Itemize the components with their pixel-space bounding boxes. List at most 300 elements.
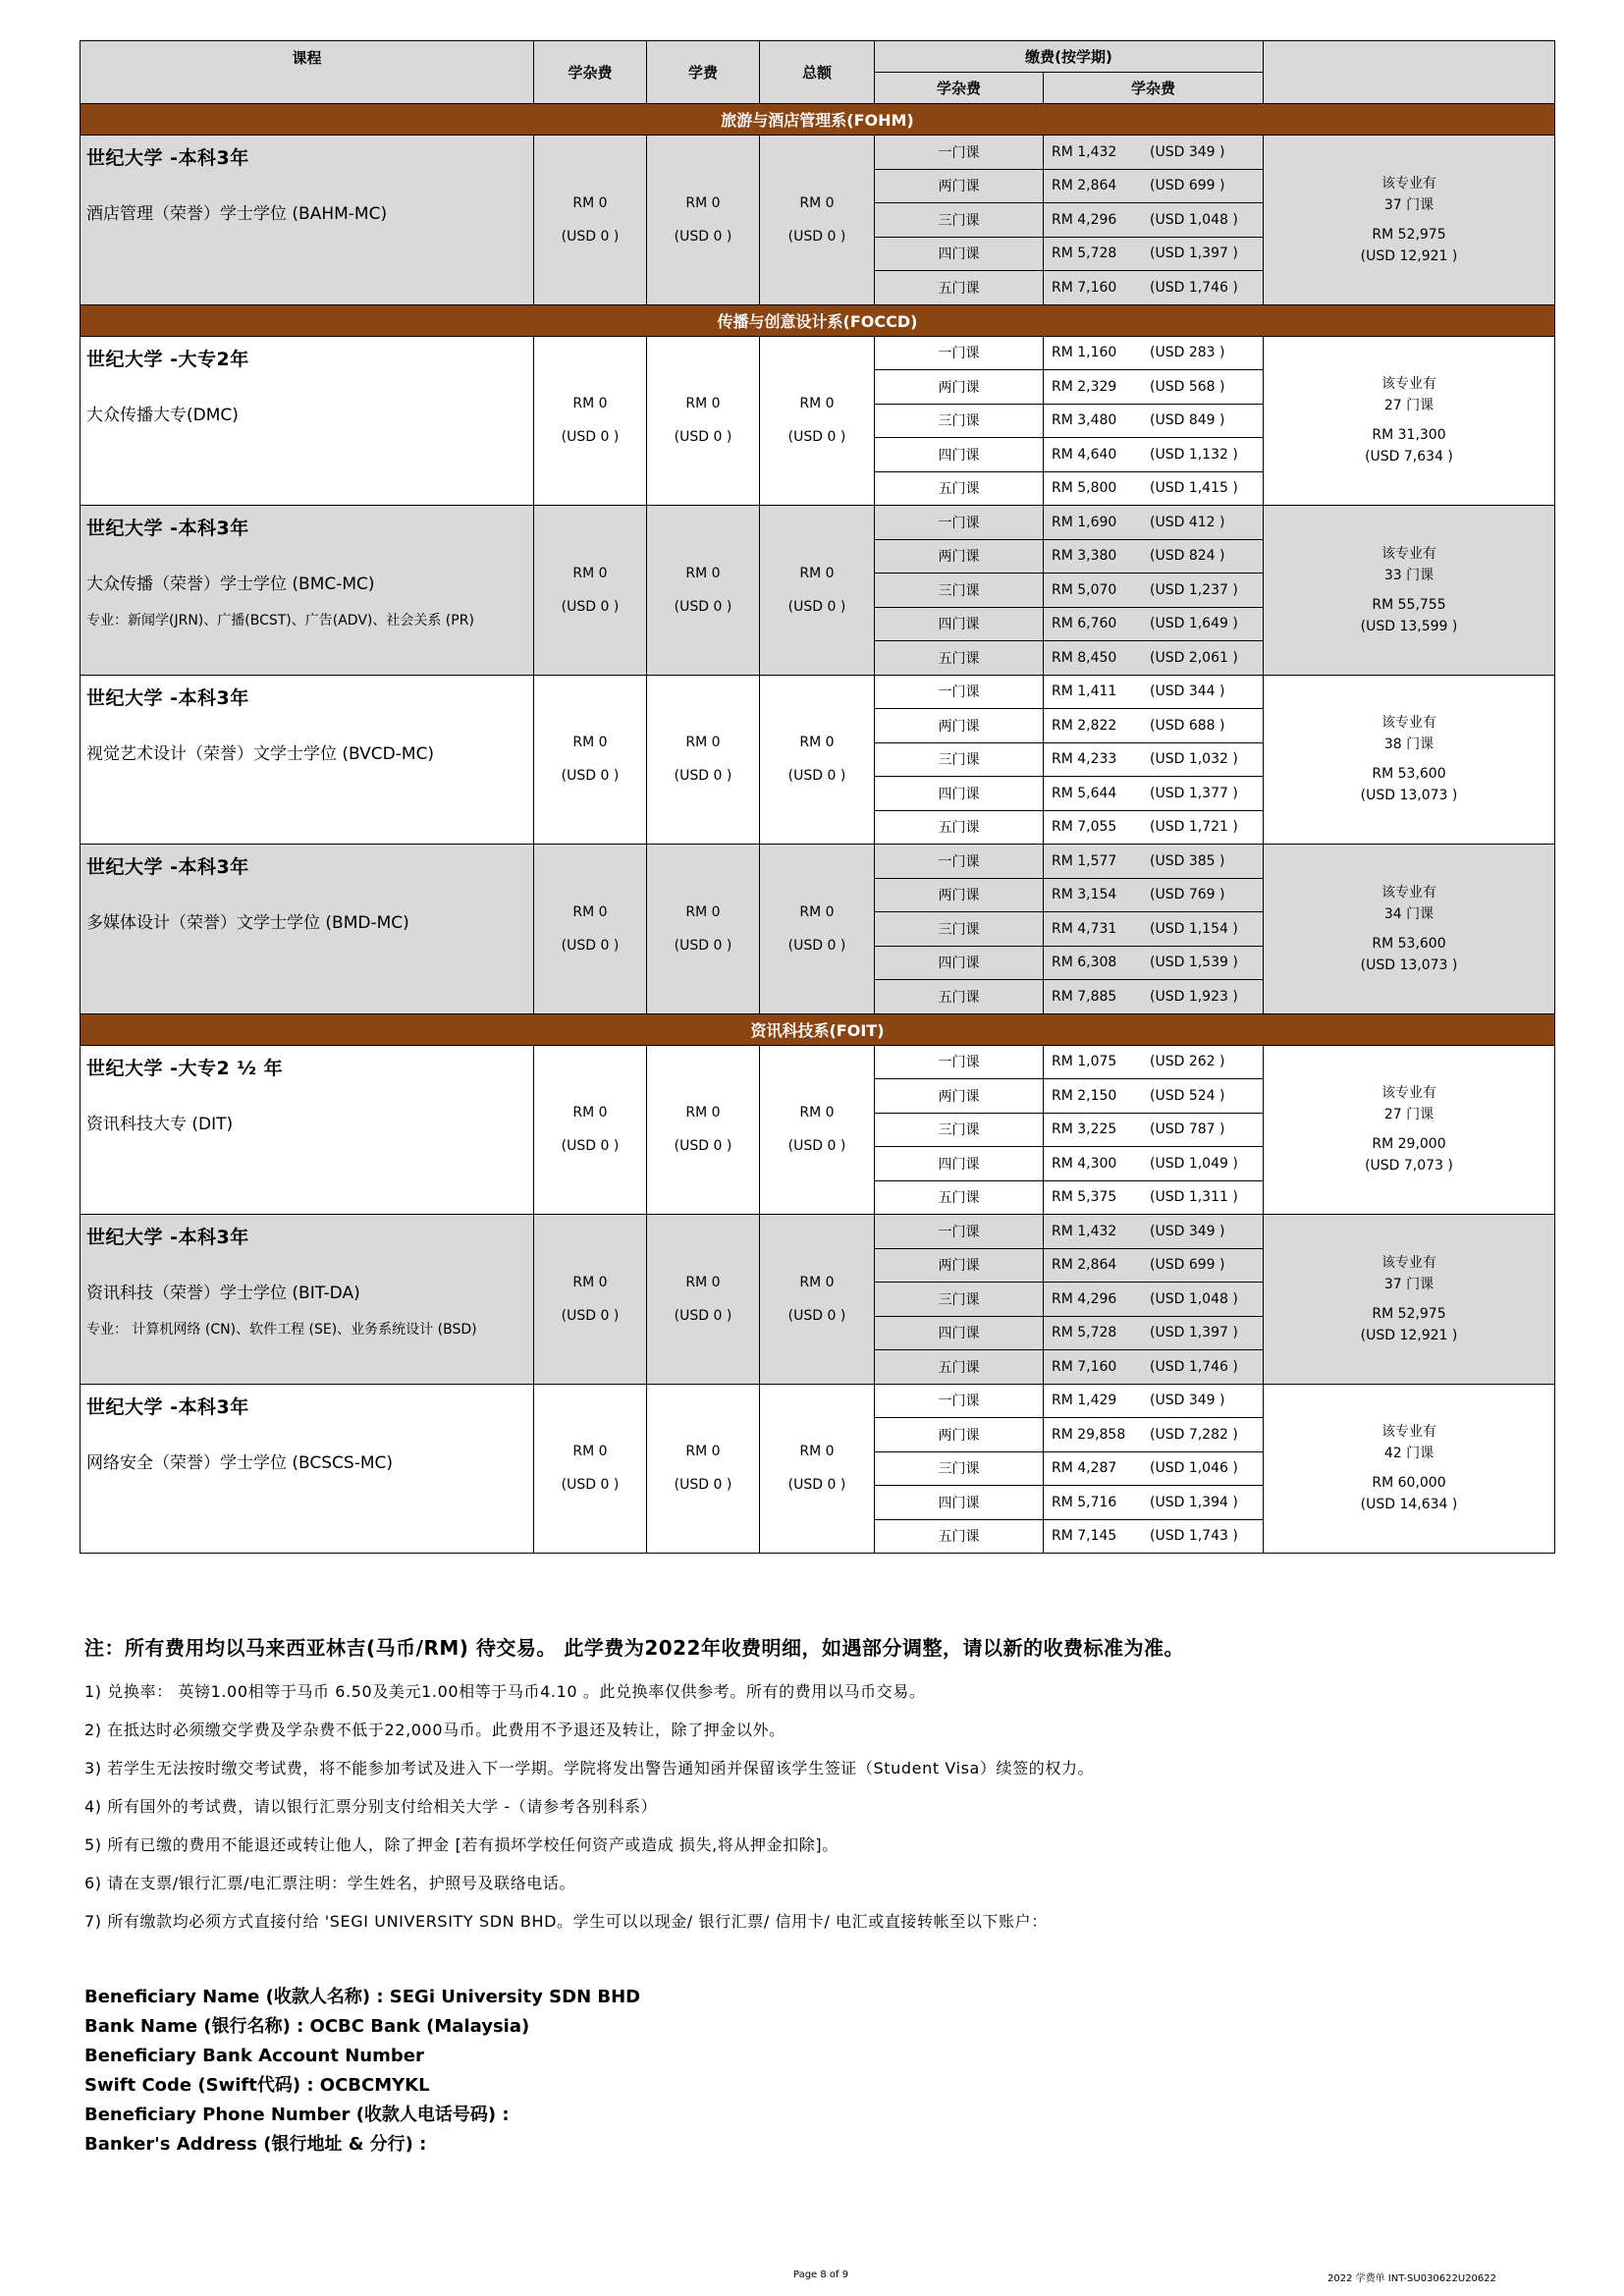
total-fee-usd: (USD 0 )	[787, 768, 846, 785]
total-fee-cell	[760, 506, 875, 676]
course-count-label: 两门课	[875, 878, 1044, 912]
semester-fee-cell	[1044, 370, 1264, 405]
course-count-label: 一门课	[875, 1384, 1044, 1418]
tuition-fee-rm: RM 0	[685, 194, 721, 211]
semester-fee-rm: RM 29,858	[1052, 1426, 1126, 1443]
notes-section	[84, 1632, 1557, 1941]
semester-fee-rm: RM 1,411	[1052, 683, 1117, 700]
semester-fee-cell	[1044, 1283, 1264, 1317]
header-tuition-fee: 学费	[647, 41, 760, 104]
course-count-label: 四门课	[875, 777, 1044, 811]
course-count-label: 三门课	[875, 1113, 1044, 1147]
university-label: 世纪大学 -大专2 ½ 年	[86, 1057, 284, 1079]
university-label: 世纪大学 -本科3年	[86, 1227, 249, 1248]
semester-fee-usd: (USD 7,282 )	[1150, 1426, 1238, 1443]
course-count-label: 三门课	[875, 404, 1044, 438]
semester-fee-rm: RM 4,296	[1052, 211, 1117, 228]
misc-fee-usd: (USD 0 )	[561, 1138, 620, 1155]
semester-fee-rm: RM 8,450	[1052, 649, 1117, 666]
misc-fee-usd: (USD 0 )	[561, 1307, 620, 1324]
fee-table	[80, 40, 1555, 1554]
course-count-label: 三门课	[875, 742, 1044, 777]
semester-fee-rm: RM 6,760	[1052, 616, 1117, 632]
total-course-count: 37 门课	[1383, 1276, 1435, 1292]
footer-document-code: 2022 学费单 INT-SU030622U20622	[1327, 2273, 1497, 2284]
total-course-count: 38 门课	[1383, 737, 1435, 753]
total-usd: (USD 12,921 )	[1360, 247, 1458, 264]
program-total-cell	[1264, 845, 1555, 1014]
total-fee-cell	[760, 675, 875, 845]
bank-phone-number: Beneficiary Phone Number (收款人电话号码) :	[84, 2105, 510, 2125]
misc-fee-usd: (USD 0 )	[561, 1477, 620, 1494]
course-count-label: 两门课	[875, 370, 1044, 405]
semester-fee-usd: (USD 787 )	[1150, 1121, 1225, 1138]
total-fee-rm: RM 0	[799, 735, 835, 751]
semester-fee-usd: (USD 824 )	[1150, 548, 1225, 565]
misc-fee-cell	[534, 506, 647, 676]
total-fee-usd: (USD 0 )	[787, 937, 846, 954]
course-count-label: 三门课	[875, 912, 1044, 947]
misc-fee-rm: RM 0	[572, 1444, 608, 1460]
total-fee-rm: RM 0	[799, 194, 835, 211]
misc-fee-cell	[534, 1384, 647, 1554]
semester-fee-cell	[1044, 169, 1264, 203]
note-item: 6) 请在支票/银行汇票/电汇票注明：学生姓名，护照号及联络电话。	[84, 1874, 576, 1892]
program-total-cell	[1264, 1045, 1555, 1215]
course-count-label: 两门课	[875, 1248, 1044, 1283]
semester-fee-cell	[1044, 1147, 1264, 1181]
total-prefix: 该专业有	[1381, 545, 1436, 562]
note-item: 2) 在抵达时必须缴交学费及学杂费不低于22,000马币。此费用不予退还及转让，除了押金以外。	[84, 1721, 785, 1739]
total-fee-usd: (USD 0 )	[787, 1477, 846, 1494]
course-count-label: 四门课	[875, 1147, 1044, 1181]
course-count-label: 两门课	[875, 169, 1044, 203]
semester-fee-usd: (USD 1,923 )	[1150, 988, 1238, 1005]
semester-fee-usd: (USD 1,048 )	[1150, 211, 1238, 228]
misc-fee-usd: (USD 0 )	[561, 429, 620, 446]
program-row	[81, 1045, 1555, 1079]
bank-details	[84, 1983, 1066, 2159]
semester-fee-rm: RM 1,429	[1052, 1393, 1117, 1409]
semester-fee-rm: RM 7,160	[1052, 1358, 1117, 1375]
course-count-label: 一门课	[875, 675, 1044, 709]
semester-fee-rm: RM 3,225	[1052, 1121, 1117, 1138]
semester-fee-rm: RM 7,145	[1052, 1528, 1117, 1545]
semester-fee-usd: (USD 769 )	[1150, 887, 1225, 903]
semester-fee-cell	[1044, 980, 1264, 1014]
total-prefix: 该专业有	[1381, 1254, 1436, 1271]
semester-fee-usd: (USD 849 )	[1150, 412, 1225, 429]
semester-fee-usd: (USD 412 )	[1150, 514, 1225, 530]
tuition-fee-usd: (USD 0 )	[674, 1307, 732, 1324]
total-course-count: 42 门课	[1383, 1446, 1435, 1462]
course-count-label: 四门课	[875, 607, 1044, 641]
total-fee-usd: (USD 0 )	[787, 228, 846, 245]
note-item: 3) 若学生无法按时缴交考试费，将不能参加考试及进入下一学期。学院将发出警告通知函并保留该学生签证（Student Visa）续签的权力。	[84, 1759, 1095, 1777]
semester-fee-cell	[1044, 641, 1264, 676]
course-count-label: 五门课	[875, 1180, 1044, 1215]
course-count-label: 五门课	[875, 1350, 1044, 1385]
semester-fee-rm: RM 3,154	[1052, 887, 1117, 903]
program-name: 视觉艺术设计（荣誉）文学士学位 (BVCD-MC)	[86, 743, 435, 764]
total-rm: RM 53,600	[1372, 766, 1446, 783]
semester-fee-usd: (USD 1,132 )	[1150, 446, 1238, 463]
total-fee-usd: (USD 0 )	[787, 1138, 846, 1155]
department-header: 传播与创意设计系(FOCCD)	[81, 304, 1555, 336]
course-count-label: 五门课	[875, 641, 1044, 676]
semester-fee-cell	[1044, 1418, 1264, 1452]
semester-fee-usd: (USD 1,311 )	[1150, 1189, 1238, 1206]
semester-fee-usd: (USD 262 )	[1150, 1054, 1225, 1070]
tuition-fee-rm: RM 0	[685, 903, 721, 920]
semester-fee-cell	[1044, 742, 1264, 777]
header-blank	[1264, 41, 1555, 104]
bank-beneficiary-name: Beneficiary Name (收款人名称) : SEGi University SDN BHD	[84, 1987, 641, 2007]
semester-fee-rm: RM 4,640	[1052, 446, 1117, 463]
semester-fee-usd: (USD 1,746 )	[1150, 279, 1238, 296]
total-usd: (USD 13,073 )	[1360, 957, 1458, 973]
university-label: 世纪大学 -本科3年	[86, 147, 249, 169]
semester-fee-rm: RM 7,885	[1052, 988, 1117, 1005]
total-usd: (USD 7,073 )	[1365, 1158, 1453, 1175]
notes-heading: 注：所有费用均以马来西亚林吉(马币/RM) 待交易。 此学费为2022年收费明细，如遇部分调整，请以新的收费标准为准。	[84, 1636, 1184, 1660]
semester-fee-cell	[1044, 471, 1264, 506]
semester-fee-cell	[1044, 912, 1264, 947]
tuition-fee-cell	[647, 336, 760, 506]
course-count-label: 五门课	[875, 980, 1044, 1014]
semester-fee-cell	[1044, 709, 1264, 743]
misc-fee-cell	[534, 136, 647, 305]
semester-fee-rm: RM 1,075	[1052, 1054, 1117, 1070]
semester-fee-usd: (USD 699 )	[1150, 178, 1225, 194]
tuition-fee-rm: RM 0	[685, 1274, 721, 1290]
course-count-label: 四门课	[875, 946, 1044, 980]
total-course-count: 27 门课	[1383, 398, 1435, 414]
semester-fee-cell	[1044, 237, 1264, 271]
semester-fee-rm: RM 5,716	[1052, 1494, 1117, 1510]
semester-fee-rm: RM 4,233	[1052, 751, 1117, 768]
semester-fee-cell	[1044, 203, 1264, 238]
semester-fee-cell	[1044, 1486, 1264, 1520]
tuition-fee-usd: (USD 0 )	[674, 429, 732, 446]
note-item: 7) 所有缴款均必须方式直接付给 'SEGI UNIVERSITY SDN BHD。学生可以以现金/ 银行汇票/ 信用卡/ 电汇或直接转帐至以下账户：	[84, 1912, 1048, 1931]
semester-fee-rm: RM 3,480	[1052, 412, 1117, 429]
university-label: 世纪大学 -本科3年	[86, 686, 249, 709]
program-cell	[81, 136, 534, 305]
semester-fee-usd: (USD 1,649 )	[1150, 616, 1238, 632]
program-total-cell	[1264, 336, 1555, 506]
misc-fee-rm: RM 0	[572, 194, 608, 211]
course-count-label: 一门课	[875, 506, 1044, 540]
semester-fee-rm: RM 2,864	[1052, 1257, 1117, 1274]
semester-fee-cell	[1044, 1316, 1264, 1350]
program-name: 酒店管理（荣誉）学士学位 (BAHM-MC)	[86, 204, 388, 224]
semester-fee-cell	[1044, 574, 1264, 608]
semester-fee-usd: (USD 1,743 )	[1150, 1528, 1238, 1545]
program-row	[81, 336, 1555, 370]
program-name: 网络安全（荣誉）学士学位 (BCSCS-MC)	[86, 1452, 394, 1473]
semester-fee-rm: RM 7,160	[1052, 279, 1117, 296]
semester-fee-cell	[1044, 1079, 1264, 1114]
total-fee-rm: RM 0	[799, 1105, 835, 1121]
program-name: 资讯科技大专 (DIT)	[86, 1114, 234, 1134]
tuition-fee-cell	[647, 136, 760, 305]
department-header: 资讯科技系(FOIT)	[81, 1013, 1555, 1045]
note-item: 1) 兑换率： 英镑1.00相等于马币 6.50及美元1.00相等于马币4.10 。此兑换率仅供参考。所有的费用以马币交易。	[84, 1682, 926, 1701]
total-prefix: 该专业有	[1381, 715, 1436, 732]
program-row	[81, 506, 1555, 540]
total-prefix: 该专业有	[1381, 175, 1436, 191]
semester-fee-rm: RM 2,329	[1052, 378, 1117, 395]
semester-fee-cell	[1044, 1248, 1264, 1283]
semester-fee-rm: RM 5,728	[1052, 246, 1117, 262]
semester-fee-usd: (USD 568 )	[1150, 378, 1225, 395]
semester-fee-usd: (USD 1,032 )	[1150, 751, 1238, 768]
tuition-fee-usd: (USD 0 )	[674, 768, 732, 785]
course-count-label: 一门课	[875, 1215, 1044, 1249]
program-total-cell	[1264, 506, 1555, 676]
course-count-label: 四门课	[875, 438, 1044, 472]
misc-fee-cell	[534, 675, 647, 845]
header-payment: 缴费(按学期)	[875, 41, 1264, 73]
course-count-label: 两门课	[875, 1079, 1044, 1114]
course-count-label: 四门课	[875, 237, 1044, 271]
total-fee-rm: RM 0	[799, 565, 835, 581]
semester-fee-cell	[1044, 438, 1264, 472]
header-sub-fee: 学杂费	[1044, 73, 1264, 104]
course-count-label: 三门课	[875, 203, 1044, 238]
university-label: 世纪大学 -本科3年	[86, 1395, 249, 1418]
total-rm: RM 29,000	[1372, 1136, 1446, 1153]
semester-fee-rm: RM 4,287	[1052, 1460, 1117, 1477]
misc-fee-rm: RM 0	[572, 1274, 608, 1290]
course-count-label: 五门课	[875, 810, 1044, 845]
semester-fee-rm: RM 1,690	[1052, 514, 1117, 530]
tuition-fee-usd: (USD 0 )	[674, 598, 732, 615]
program-total-cell	[1264, 136, 1555, 305]
semester-fee-rm: RM 5,375	[1052, 1189, 1117, 1206]
semester-fee-usd: (USD 344 )	[1150, 683, 1225, 700]
tuition-fee-rm: RM 0	[685, 1444, 721, 1460]
program-name: 大众传播（荣誉）学士学位 (BMC-MC)	[86, 574, 375, 594]
course-count-label: 五门课	[875, 271, 1044, 305]
misc-fee-cell	[534, 336, 647, 506]
course-count-label: 一门课	[875, 845, 1044, 879]
total-prefix: 该专业有	[1381, 884, 1436, 901]
total-fee-rm: RM 0	[799, 1274, 835, 1290]
semester-fee-usd: (USD 1,394 )	[1150, 1494, 1238, 1510]
semester-fee-usd: (USD 1,397 )	[1150, 1325, 1238, 1341]
total-usd: (USD 12,921 )	[1360, 1327, 1458, 1343]
semester-fee-rm: RM 4,731	[1052, 920, 1117, 937]
semester-fee-usd: (USD 1,237 )	[1150, 581, 1238, 598]
misc-fee-cell	[534, 845, 647, 1014]
misc-fee-rm: RM 0	[572, 1105, 608, 1121]
program-name: 多媒体设计（荣誉）文学士学位 (BMD-MC)	[86, 913, 409, 933]
program-cell	[81, 1045, 534, 1215]
program-specialization: 专业： 计算机网络 (CN)、软件工程 (SE)、业务系统设计 (BSD)	[86, 1322, 477, 1338]
semester-fee-usd: (USD 1,049 )	[1150, 1155, 1238, 1172]
program-row	[81, 1215, 1555, 1249]
tuition-fee-rm: RM 0	[685, 396, 721, 412]
semester-fee-cell	[1044, 1384, 1264, 1418]
course-count-label: 两门课	[875, 709, 1044, 743]
note-item: 5) 所有已缴的费用不能退还或转让他人，除了押金 [若有损坏学校任何资产或造成 损失,将从押金扣除]。	[84, 1835, 839, 1854]
semester-fee-usd: (USD 1,377 )	[1150, 785, 1238, 801]
total-prefix: 该专业有	[1381, 376, 1436, 393]
semester-fee-cell	[1044, 271, 1264, 305]
program-row	[81, 136, 1555, 170]
footer-page-number: Page 8 of 9	[793, 2269, 849, 2280]
semester-fee-usd: (USD 1,046 )	[1150, 1460, 1238, 1477]
bank-account-number: Beneficiary Bank Account Number	[84, 2046, 424, 2066]
note-item: 4) 所有国外的考试费，请以银行汇票分别支付给相关大学 -（请参考各别科系）	[84, 1797, 658, 1816]
misc-fee-usd: (USD 0 )	[561, 228, 620, 245]
semester-fee-rm: RM 1,160	[1052, 345, 1117, 361]
semester-fee-cell	[1044, 845, 1264, 879]
university-label: 世纪大学 -大专2年	[86, 348, 249, 370]
semester-fee-cell	[1044, 404, 1264, 438]
semester-fee-rm: RM 1,432	[1052, 143, 1117, 160]
tuition-fee-cell	[647, 1045, 760, 1215]
tuition-fee-cell	[647, 845, 760, 1014]
misc-fee-rm: RM 0	[572, 735, 608, 751]
course-count-label: 两门课	[875, 539, 1044, 574]
semester-fee-rm: RM 3,380	[1052, 548, 1117, 565]
semester-fee-usd: (USD 2,061 )	[1150, 649, 1238, 666]
total-usd: (USD 7,634 )	[1365, 449, 1453, 465]
total-course-count: 27 门课	[1383, 1107, 1435, 1123]
bank-name: Bank Name (银行名称) : OCBC Bank (Malaysia)	[84, 2016, 530, 2037]
tuition-fee-usd: (USD 0 )	[674, 228, 732, 245]
total-fee-rm: RM 0	[799, 1444, 835, 1460]
total-rm: RM 52,975	[1372, 1305, 1446, 1322]
semester-fee-usd: (USD 1,048 )	[1150, 1290, 1238, 1307]
program-name: 资讯科技（荣誉）学士学位 (BIT-DA)	[86, 1284, 360, 1303]
tuition-fee-cell	[647, 1215, 760, 1385]
program-total-cell	[1264, 1384, 1555, 1554]
tuition-fee-usd: (USD 0 )	[674, 1477, 732, 1494]
semester-fee-rm: RM 5,728	[1052, 1325, 1117, 1341]
tuition-fee-rm: RM 0	[685, 1105, 721, 1121]
header-course: 课程	[81, 41, 534, 104]
semester-fee-rm: RM 5,070	[1052, 581, 1117, 598]
bank-swift-code: Swift Code (Swift代码) : OCBCMYKL	[84, 2075, 430, 2096]
total-rm: RM 53,600	[1372, 935, 1446, 952]
semester-fee-rm: RM 2,822	[1052, 717, 1117, 734]
program-row	[81, 845, 1555, 879]
program-cell	[81, 845, 534, 1014]
header-total: 总额	[760, 41, 875, 104]
program-row	[81, 1384, 1555, 1418]
tuition-fee-usd: (USD 0 )	[674, 937, 732, 954]
semester-fee-rm: RM 4,300	[1052, 1155, 1117, 1172]
course-count-label: 三门课	[875, 574, 1044, 608]
university-label: 世纪大学 -本科3年	[86, 856, 249, 878]
program-specialization: 专业：新闻学(JRN)、广播(BCST)、广告(ADV)、社会关系 (PR)	[86, 613, 474, 629]
semester-fee-usd: (USD 1,721 )	[1150, 819, 1238, 836]
semester-fee-cell	[1044, 1180, 1264, 1215]
semester-fee-usd: (USD 385 )	[1150, 852, 1225, 869]
semester-fee-usd: (USD 283 )	[1150, 345, 1225, 361]
program-cell	[81, 1384, 534, 1554]
program-cell	[81, 506, 534, 676]
bank-address: Banker's Address (银行地址 & 分行) :	[84, 2134, 427, 2155]
course-count-label: 三门课	[875, 1451, 1044, 1486]
misc-fee-cell	[534, 1045, 647, 1215]
program-cell	[81, 675, 534, 845]
semester-fee-rm: RM 6,308	[1052, 955, 1117, 971]
total-fee-usd: (USD 0 )	[787, 1307, 846, 1324]
semester-fee-usd: (USD 349 )	[1150, 1393, 1225, 1409]
total-rm: RM 60,000	[1372, 1475, 1446, 1492]
tuition-fee-rm: RM 0	[685, 735, 721, 751]
semester-fee-cell	[1044, 1451, 1264, 1486]
semester-fee-cell	[1044, 607, 1264, 641]
semester-fee-usd: (USD 349 )	[1150, 143, 1225, 160]
program-name: 大众传播大专(DMC)	[86, 405, 239, 425]
semester-fee-usd: (USD 1,746 )	[1150, 1358, 1238, 1375]
semester-fee-usd: (USD 1,539 )	[1150, 955, 1238, 971]
program-cell	[81, 1215, 534, 1385]
fee-table-body	[81, 104, 1555, 1554]
misc-fee-usd: (USD 0 )	[561, 937, 620, 954]
total-fee-rm: RM 0	[799, 396, 835, 412]
semester-fee-cell	[1044, 1519, 1264, 1554]
semester-fee-rm: RM 2,864	[1052, 178, 1117, 194]
semester-fee-usd: (USD 1,154 )	[1150, 920, 1238, 937]
tuition-fee-rm: RM 0	[685, 565, 721, 581]
misc-fee-cell	[534, 1215, 647, 1385]
total-fee-usd: (USD 0 )	[787, 598, 846, 615]
course-count-label: 四门课	[875, 1316, 1044, 1350]
semester-fee-rm: RM 5,800	[1052, 480, 1117, 497]
header-sub-misc: 学杂费	[875, 73, 1044, 104]
program-cell	[81, 336, 534, 506]
semester-fee-rm: RM 5,644	[1052, 785, 1117, 801]
semester-fee-cell	[1044, 878, 1264, 912]
semester-fee-usd: (USD 349 )	[1150, 1223, 1225, 1239]
total-fee-usd: (USD 0 )	[787, 429, 846, 446]
semester-fee-usd: (USD 524 )	[1150, 1087, 1225, 1104]
course-count-label: 一门课	[875, 1045, 1044, 1079]
total-fee-cell	[760, 845, 875, 1014]
tuition-fee-cell	[647, 506, 760, 676]
total-prefix: 该专业有	[1381, 1424, 1436, 1441]
department-header: 旅游与酒店管理系(FOHM)	[81, 104, 1555, 136]
semester-fee-rm: RM 1,432	[1052, 1223, 1117, 1239]
tuition-fee-cell	[647, 1384, 760, 1554]
semester-fee-cell	[1044, 336, 1264, 370]
semester-fee-cell	[1044, 1113, 1264, 1147]
header-misc-fee: 学杂费	[534, 41, 647, 104]
course-count-label: 一门课	[875, 136, 1044, 170]
program-total-cell	[1264, 1215, 1555, 1385]
semester-fee-usd: (USD 688 )	[1150, 717, 1225, 734]
semester-fee-usd: (USD 1,415 )	[1150, 480, 1238, 497]
total-usd: (USD 13,073 )	[1360, 788, 1458, 804]
total-rm: RM 55,755	[1372, 596, 1446, 613]
university-label: 世纪大学 -本科3年	[86, 518, 249, 539]
semester-fee-cell	[1044, 810, 1264, 845]
semester-fee-cell	[1044, 777, 1264, 811]
total-usd: (USD 14,634 )	[1360, 1497, 1458, 1513]
tuition-fee-usd: (USD 0 )	[674, 1138, 732, 1155]
semester-fee-cell	[1044, 1045, 1264, 1079]
semester-fee-cell	[1044, 946, 1264, 980]
total-fee-rm: RM 0	[799, 903, 835, 920]
misc-fee-rm: RM 0	[572, 565, 608, 581]
